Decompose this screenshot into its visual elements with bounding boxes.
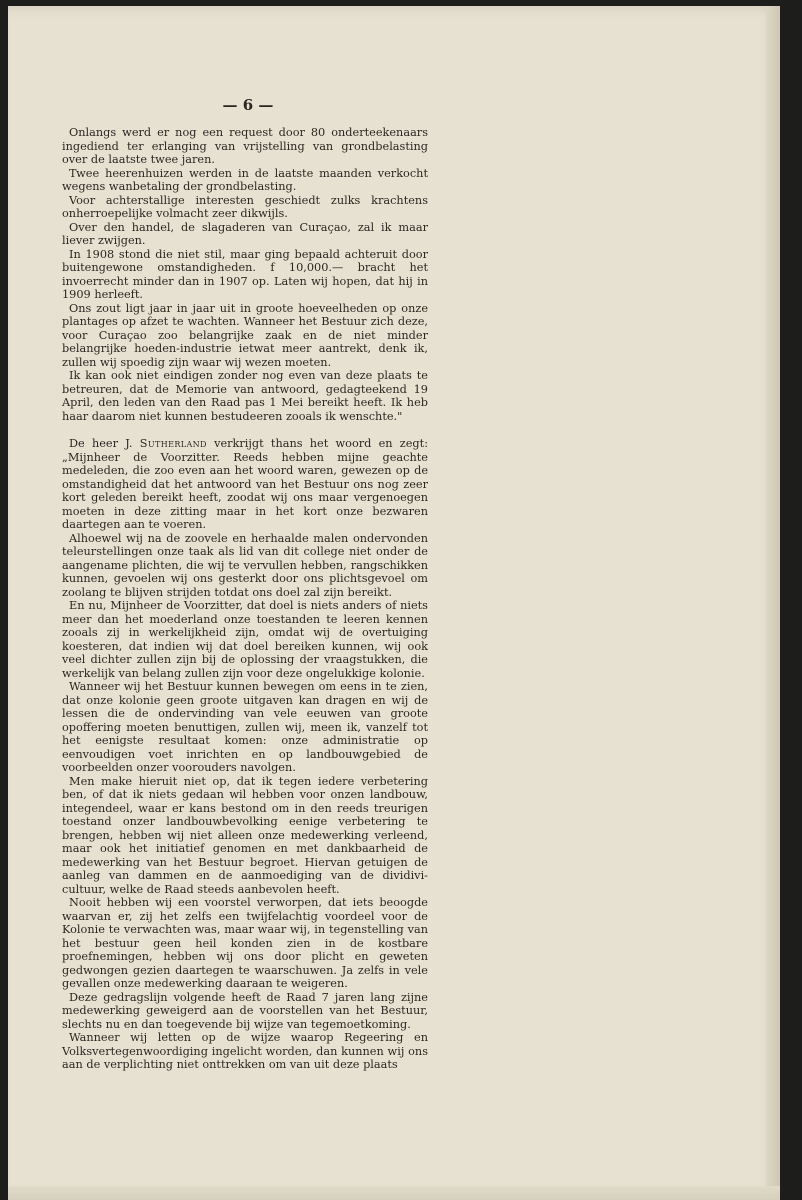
document-page: [8, 6, 780, 1200]
paragraph: Ik kan ook niet eindigen zonder nog even van deze plaats te betreuren, dat de Memorie van antwoord, gedagteekend 19 April, den leden van den Raad pas 1 Mei bereikt heeft. Ik heb haar daarom niet kunnen bestudeeren zooals ik wenschte.": [62, 369, 428, 423]
paragraph: Wanneer wij het Bestuur kunnen bewegen om eens in te zien, dat onze kolonie geen groote uitgaven kan dragen en wij de lessen die de ondervinding van vele eeuwen van groote opoffering moeten benuttigen, zullen wij, meen ik, vanzelf tot het eenigste resultaat komen: onze administratie op eenvoudigen voet inrichten en op landbouwgebied de voorbeelden onzer voorouders navolgen.: [62, 680, 428, 774]
paragraph: Deze gedragslijn volgende heeft de Raad 7 jaren lang zijne medewerking geweigerd aan de voorstellen van het Bestuur, slechts nu en dan toegevende bij wijze van tegemoetkoming.: [62, 990, 428, 1031]
paragraph: Alhoewel wij na de zoovele en herhaalde malen ondervonden teleurstellingen onze taak als lid van dit college niet onder de aangename plichten, die wij te vervullen hebben, rangschikken kunnen, gevoelen wij ons gesterkt door ons plichtsgevoel om zoolang te blijven strijden totdat ons doel zal zijn bereikt.: [62, 531, 428, 599]
speech-prefix: De heer J.: [69, 437, 140, 450]
paragraph: Twee heerenhuizen werden in de laatste maanden verkocht wegens wanbetaling der grondbelasting.: [62, 166, 428, 193]
paragraph: In 1908 stond die niet stil, maar ging bepaald achteruit door buitengewone omstandigheden. f 10,000.— bracht het invoerrecht minder dan in 1907 op. Laten wij hopen, dat hij in 1909 herleeft.: [62, 247, 428, 301]
page-edge-shadow: [766, 6, 780, 1200]
page-number: — 6 —: [222, 96, 274, 114]
paragraph: Wanneer wij letten op de wijze waarop Regeering en Volksvertegenwoordiging ingelicht worden, dan kunnen wij ons aan de verplichting niet onttrekken om van uit deze plaats: [62, 1031, 428, 1071]
paragraph: Voor achterstallige interesten geschiedt zulks krachtens onherroepelijke volmacht zeer dikwijls.: [62, 193, 428, 220]
paragraph: Nooit hebben wij een voorstel verworpen, dat iets beoogde waarvan er, zij het zelfs een twijfelachtig voordeel voor de Kolonie te verwachten was, maar waar wij, in tegenstelling van het bestuur geen heil konden zien in de kostbare proefnemingen, hebben wij ons door plicht en geweten gedwongen gezien daartegen te waarschuwen. Ja zelfs in vele gevallen onze medewerking daaraan te weigeren.: [62, 896, 428, 990]
page-bottom-band: [8, 1186, 780, 1200]
paragraph: Men make hieruit niet op, dat ik tegen iedere verbetering ben, of dat ik niets gedaan wil hebben voor onzen landbouw, integendeel, waar er kans bestond om in den reeds treurigen toestand onzer landbouwbevolking eenige verbetering te brengen, hebben wij niet alleen onze medewerking verleend, maar ook het initiatief genomen en met dankbaarheid de medewerking van het Bestuur begroet. Hiervan getuigen de aanleg van dammen en de aanmoediging van de dividivi-cultuur, welke de Raad steeds aanbevolen heeft.: [62, 774, 428, 896]
speaker-name: Sutherland: [139, 437, 207, 450]
speech-opening-paragraph: [62, 437, 428, 532]
speech-text: verkrijgt thans het woord en zegt: „Mijnheer de Voorzitter. Reeds hebben mijne geachte medeleden, die zoo even aan het woord waren, gewezen op de omstandigheid dat het antwoord van het Bestuur ons nog zeer kort geleden bereikt heeft, zoodat wij ons maar vergenoegen moeten in deze zitting maar in het kort onze bezwaren daartegen aan te voeren.: [62, 437, 428, 531]
paragraph: Onlangs werd er nog een request door 80 onderteekenaars ingediend ter erlanging van vrijstelling van grondbelasting over de laatste twee jaren.: [62, 126, 428, 166]
paragraph: Over den handel, de slagaderen van Curaçao, zal ik maar liever zwijgen.: [62, 220, 428, 247]
paragraph: En nu, Mijnheer de Voorzitter, dat doel is niets anders of niets meer dan het moederland onze toestanden te leeren kennen zooals zij in werkelijkheid zijn, omdat wij de overtuiging koesteren, dat indien wij dat doel bereiken kunnen, wij ook veel dichter zullen zijn bij de oplossing der vraagstukken, die werkelijk van belang zullen zijn voor deze ongelukkige kolonie.: [62, 599, 428, 680]
text-column: [62, 126, 428, 1072]
paragraph: Ons zout ligt jaar in jaar uit in groote hoeveelheden op onze plantages op afzet te wachten. Wanneer het Bestuur zich deze, voor Curaçao zoo belangrijke zaak en de niet minder belangrijke hoeden-industrie ietwat meer aantrekt, denk ik, zullen wij spoedig zijn waar wij wezen moeten.: [62, 301, 428, 369]
